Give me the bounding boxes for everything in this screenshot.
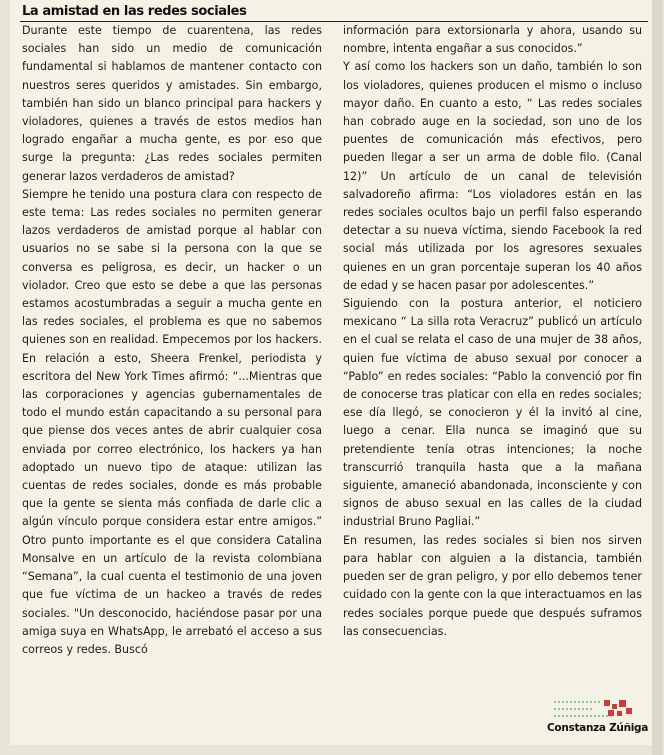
article-title: La amistad en las redes sociales	[22, 4, 247, 19]
page-edge	[652, 0, 662, 755]
author-signature: Constanza Zúñiga	[547, 722, 649, 734]
right-column	[343, 22, 642, 641]
decorative-stamp-icon	[552, 699, 636, 719]
left-column	[22, 22, 322, 659]
paragraph-violators: Y así como los hackers son un daño, también lo son los violadores, quienes producen el mismo o incluso mayor daño. En cuanto a esto, “ Las redes sociales han cobrado auge en la sociedad, son uno de los puentes de comunicación más efectivos, pero pueden llegar a ser un arma de doble filo. (Canal 12)” Un artículo de un canal de televisión salvadoreño afirma: “Los violadores están en las redes sociales ocultos bajo un perfil falso esperando detectar a su nueva víctima, siendo Facebook la red social más utilizada por los agresores sexuales quienes en un gran porcentaje superan los 40 años de edad y se hacen pasar por adolescentes.”	[343, 60, 642, 292]
paragraph-intro: Durante este tiempo de cuarentena, las redes sociales han sido un medio de comunicación fundamental si hablamos de mantener contacto con nuestros seres queridos y amistades. Sin embargo, también han sido un blanco principal para hackers y violadores, quienes a través de estos medios han logrado engañar a mucha gente, es por eso que surge la pregunta: ¿Las redes sociales permiten generar lazos verdaderos de amistad?	[22, 24, 322, 183]
paragraph-conclusion: En resumen, las redes sociales si bien nos sirven para hablar con alguien a la distancia, también pueden ser de gran peligro, y por ello debemos tener cuidado con la gente con la que interactuamos en las redes sociales porque puede que después suframos las consecuencias.	[343, 533, 642, 638]
paragraph-position-hackers: Siempre he tenido una postura clara con respecto de este tema: Las redes sociales no permiten generar lazos verdaderos de amistad porque al hablar con usuarios no se sabe si la persona con la que se conversa es peligrosa, es decir, un hacker o un violador. Creo que esto se debe a que las personas estamos acostumbradas a seguir a mucha gente en las redes sociales, el problema es que no sabemos quienes son en realidad. Empecemos por los hackers. En relación a esto, Sheera Frenkel, periodista y escritora del New York Times afirmó: “...Mientras que las corporaciones y agencias gubernamentales de todo el mundo están capacitando a su personal para que piense dos veces antes de abrir cualquier cosa enviada por correo electrónico, los hackers ya han adoptado un nuevo tipo de ataque: utilizan las cuentas de redes sociales, donde es más probable que la gente se sienta más confiada de darle clic a algún vínculo porque considera estar entre amigos.” Otro punto importante es el que considera Catalina Monsalve en un artículo de la revista colombiana “Semana”, la cual cuenta el testimonio de una joven que fue víctima de un hackeo a través de redes sociales. "Un desconocido, haciéndose pasar por una amiga suya en WhatsApp, le arrebató el acceso a sus correos y redes. Buscó	[22, 187, 322, 656]
paragraph-continuation: información para extorsionarla y ahora, usando su nombre, intenta engañar a sus conocidos.”	[343, 24, 642, 56]
paragraph-case-pablo: Siguiendo con la postura anterior, el noticiero mexicano “ La silla rota Veracruz” publicó un artículo en el cual se relata el caso de una mujer de 38 años, quien fue víctima de abuso sexual por conocer a “Pablo” en redes sociales: “Pablo la convenció por fin de conocerse tras platicar con ella en redes sociales; ese día llegó, se conocieron y él la invitó al cine, luego a cenar. Ella nunca se imaginó que su pretendiente tenía otras intenciones; la noche transcurrió tranquila hasta que a la mañana siguiente, amaneció abandonada, inconsciente y con signos de abuso sexual en las calles de la ciudad industrial Bruno Pagliai.”	[343, 297, 642, 529]
